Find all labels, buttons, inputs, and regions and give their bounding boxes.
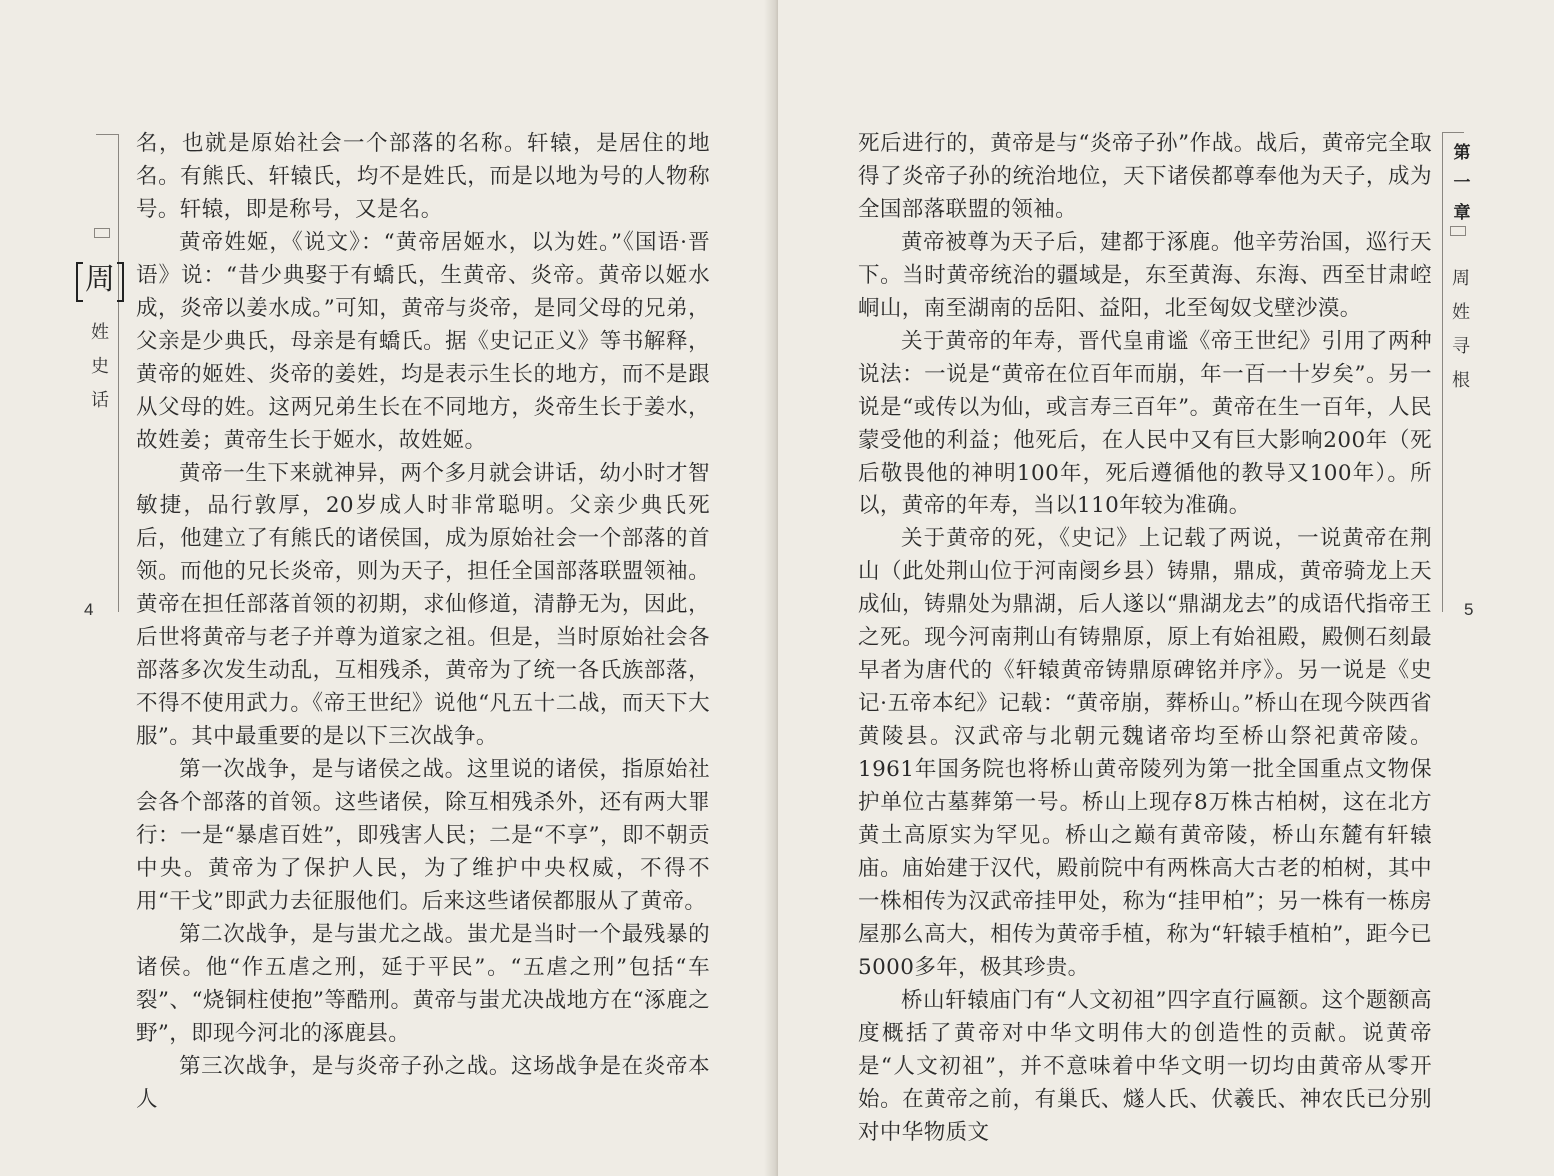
paragraph: 第二次战争，是与蚩尤之战。蚩尤是当时一个最残暴的诸侯。他“作五虐之刑，延于平民”。“五虐之刑”包括“车裂”、“烧铜柱使抱”等酷刑。黄帝与蚩尤决战地方在“涿鹿之野”，即现今河北的涿鹿县。 — [136, 921, 710, 1046]
paragraph: 黄帝被尊为天子后，建都于涿鹿。他辛劳治国，巡行天下。当时黄帝统治的疆域是，东至黄海、东海、西至甘肃崆峒山，南至湖南的岳阳、益阳，北至匈奴戈壁沙漠。 — [858, 229, 1432, 321]
left-page — [0, 0, 776, 1176]
left-vertical-rule — [118, 134, 119, 612]
paragraph: 黄帝姓姬，《说文》：“黄帝居姬水，以为姓。”《国语·晋语》说：“昔少典娶于有蟜氏，生黄帝、炎帝。黄帝以姬水成，炎帝以姜水成。”可知，黄帝与炎帝，是同父母的兄弟，父亲是少典氏，母亲是有蟜氏。据《史记正义》等书解释，黄帝的姬姓、炎帝的姜姓，均是表示生长的地方，而不是跟从父母的姓。这两兄弟生长在不同地方，炎帝生长于姜水，故姓姜；黄帝生长于姬水，故姓姬。 — [136, 229, 710, 453]
series-title: 姓史话 — [91, 322, 109, 411]
paragraph: 第三次战争，是与炎帝子孙之战。这场战争是在炎帝本人 — [136, 1053, 710, 1112]
paragraph: 名，也就是原始社会一个部落的名称。轩辕，是居住的地名。有熊氏、轩辕氏，均不是姓氏，而是以地为号的人物称号。轩辕，即是称号，又是名。 — [136, 131, 710, 222]
left-body-text — [136, 128, 710, 1117]
page-number-right: 5 — [1464, 600, 1474, 619]
page-number-left: 4 — [84, 600, 94, 619]
right-running-head — [1440, 126, 1484, 626]
chapter-label: 第一章 — [1453, 143, 1471, 223]
right-page — [778, 0, 1554, 1176]
left-rule-tick — [96, 134, 118, 135]
paragraph: 死后进行的，黄帝是与“炎帝子孙”作战。战后，黄帝完全取得了炎帝子孙的统治地位，天下诸侯都尊奉他为天子，成为全国部落联盟的领袖。 — [858, 131, 1432, 222]
paragraph: 桥山轩辕庙门有“人文初祖”四字直行匾额。这个题额高度概括了黄帝对中华文明伟大的创造性的贡献。说黄帝是“人文初祖”，并不意味着中华文明一切均由黄帝从零开始。在黄帝之前，有巢氏、燧人氏、伏羲氏、神农氏已分别对中华物质文 — [858, 987, 1432, 1145]
right-vertical-rule — [1442, 132, 1443, 612]
paragraph: 关于黄帝的死，《史记》上记载了两说，一说黄帝在荆山（此处荆山位于河南阌乡县）铸鼎，鼎成，黄帝骑龙上天成仙，铸鼎处为鼎湖，后人遂以“鼎湖龙去”的成语代指帝王之死。现今河南荆山有铸鼎原，原上有始祖殿，殿侧石刻最早者为唐代的《轩辕黄帝铸鼎原碑铭并序》。另一说是《史记·五帝本纪》记载：“黄帝崩，葬桥山。”桥山在现今陕西省黄陵县。汉武帝与北朝元魏诸帝均至桥山祭祀黄帝陵。1961年国务院也将桥山黄帝陵列为第一批全国重点文物保护单位古墓葬第一号。桥山上现存8万株古柏树，这在北方黄土高原实为罕见。桥山之巅有黄帝陵，桥山东麓有轩辕庙。庙始建于汉代，殿前院中有两株高大古老的柏树，其中一株相传为汉武帝挂甲处，称为“挂甲柏”；另一株有一栋房屋那么高大，相传为黄帝手植，称为“轩辕手植柏”，距今已5000多年，极其珍贵。 — [858, 526, 1432, 980]
chapter-title: 周姓寻根 — [1452, 268, 1470, 391]
right-body-text — [858, 128, 1432, 1150]
right-rule-tick — [1442, 132, 1464, 133]
paragraph: 第一次战争，是与诸侯之战。这里说的诸侯，指原始社会各个部落的首领。这些诸侯，除互相残杀外，还有两大罪行：一是“暴虐百姓”，即残害人民；二是“不享”，即不朝贡中央。黄帝为了保护人民，为了维护中央权威，不得不用“干戈”即武力去征服他们。后来这些诸侯都服从了黄帝。 — [136, 757, 710, 914]
left-ornament-box — [94, 228, 110, 238]
left-running-head — [76, 120, 120, 620]
paragraph: 关于黄帝的年寿，晋代皇甫谧《帝王世纪》引用了两种说法：一说是“黄帝在位百年而崩，年一百一十岁矣”。另一说是“或传以为仙，或言寿三百年”。黄帝在生一百年，人民蒙受他的利益；他死后，在人民中又有巨大影响200年（死后敬畏他的神明100年，死后遵循他的教导又100年）。所以，黄帝的年寿，当以110年较为准确。 — [858, 328, 1432, 519]
paragraph: 黄帝一生下来就神异，两个多月就会讲话，幼小时才智敏捷，品行敦厚，20岁成人时非常聪明。父亲少典氏死后，他建立了有熊氏的诸侯国，成为原始社会一个部落的首领。而他的兄长炎帝，则为天子，担任全国部落联盟领袖。黄帝在担任部落首领的初期，求仙修道，清静无为，因此，后世将黄帝与老子并尊为道家之祖。但是，当时原始社会各部落多次发生动乱，互相残杀，黄帝为了统一各氏族部落，不得不使用武力。《帝王世纪》说他“凡五十二战，而天下大服”。其中最重要的是以下三次战争。 — [136, 460, 710, 750]
surname-mark: 周 — [80, 258, 120, 302]
right-ornament-box — [1450, 226, 1466, 236]
